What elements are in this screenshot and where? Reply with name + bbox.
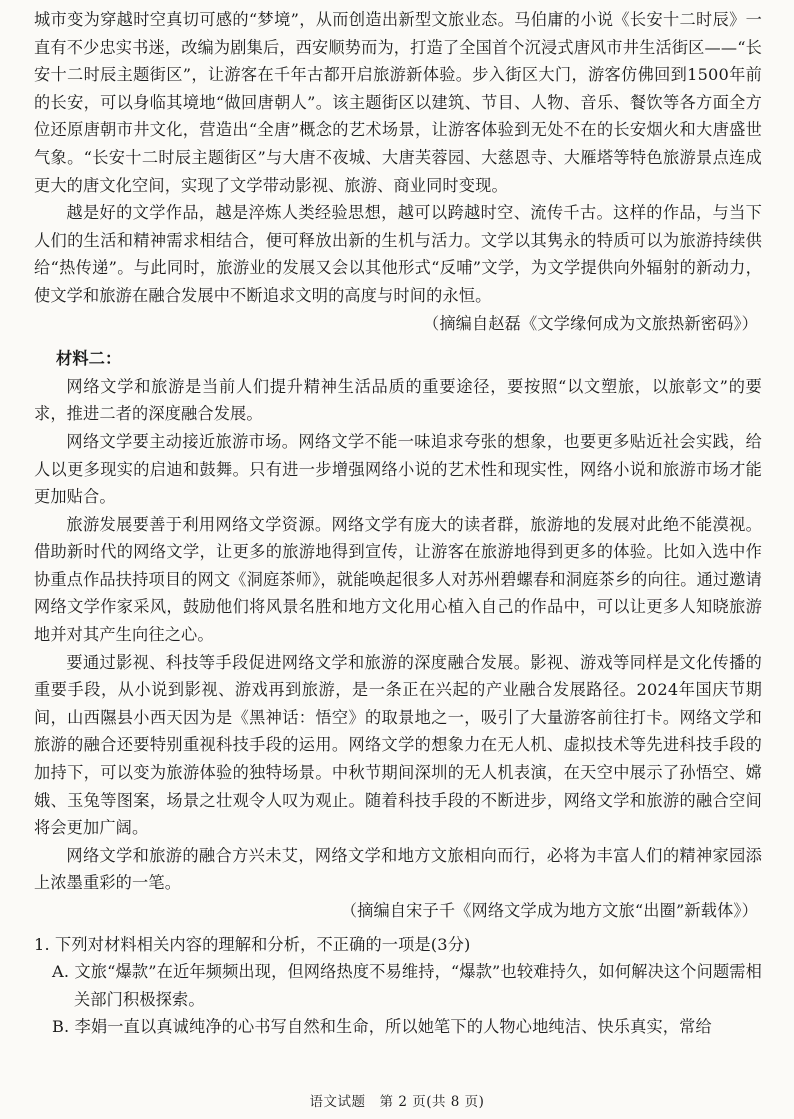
material2-source: （摘编自宋子千《网络文学成为地方文旅“出圈”新载体》） (340, 901, 758, 920)
question-1-stem: 1. 下列对材料相关内容的理解和分析，不正确的一项是(3分) (34, 934, 471, 954)
material1-paragraph-2: 越是好的文学作品，越是淬炼人类经验思想，越可以跨越时空、流传千古。这样的作品，与当下人们的生活和精神需求相结合，便可释放出新的生机与活力。文学以其隽永的特质可以为旅游持续供给“热传递”。与此同时，旅游业的发展又会以其他形式“反哺”文学，为文学提供向外辐射的新动力，使文学和旅游在融合发展中不断追求文明的高度与时间的永恒。 (34, 203, 762, 305)
material-two-section (34, 345, 762, 924)
page-content (34, 6, 762, 1041)
material2-paragraph-1: 网络文学和旅游是当前人们提升精神生活品质的重要途径，要按照“以文塑旅，以旅彰文”的要求，推进二者的深度融合发展。 (34, 376, 762, 424)
material1-paragraph-1: 城市变为穿越时空真切可感的“梦境”，从而创造出新型文旅业态。马伯庸的小说《长安十二时辰》一直有不少忠实书迷，改编为剧集后，西安顺势而为，打造了全国首个沉浸式唐风市井生活街区——“长安十二时辰主题街区”，让游客在千年古都开启旅游新体验。步入街区大门，游客仿佛回到1500年前的长安，可以身临其境地“做回唐朝人”。该主题街区以建筑、节目、人物、音乐、餐饮等各方面全方位还原唐朝市井文化，营造出“全唐”概念的艺术场景，让游客体验到无处不在的长安烟火和大唐盛世气象。“长安十二时辰主题街区”与大唐不夜城、大唐芙蓉园、大慈恩寺、大雁塔等特色旅游景点连成更大的唐文化空间，实现了文学带动影视、旅游、商业同时变现。 (34, 10, 762, 195)
material1-source: （摘编自赵磊《文学缘何成为文旅热新密码》） (423, 313, 758, 333)
material-one-section (34, 6, 762, 337)
page-footer: 语文试题 第 2 页(共 8 页) (309, 1094, 485, 1110)
material2-heading: 材料二： (56, 349, 122, 369)
question-1-option-a: A. 文旅“爆款”在近年频频出现，但网络热度不易维持，“爆款”也较难持久，如何解决这个问题需相关部门积极探索。 (52, 962, 762, 1009)
material2-paragraph-5: 网络文学和旅游的融合方兴未艾，网络文学和地方文旅相向而行，必将为丰富人们的精神家园添上浓墨重彩的一笔。 (34, 845, 762, 893)
question-1-option-b: B. 李娟一直以真诚纯净的心书写自然和生命，所以她笔下的人物心地纯洁、快乐真实，常给 (52, 1017, 712, 1037)
material2-paragraph-4: 要通过影视、科技等手段促进网络文学和旅游的深度融合发展。影视、游戏等同样是文化传播的重要手段，从小说到影视、游戏再到旅游，是一条正在兴起的产业融合发展路径。2024年国庆节期间，山西隰县小西天因为是《黑神话：悟空》的取景地之一，吸引了大量游客前往打卡。网络文学和旅游的融合还要特别重视科技手段的运用。网络文学的想象力在无人机、虚拟技术等先进科技手段的加持下，可以变为旅游体验的独特场景。中秋节期间深圳的无人机表演，在天空中展示了孙悟空、嫦娥、玉兔等图案，场景之壮观令人叹为观止。随着科技手段的不断进步，网络文学和旅游的融合空间将会更加广阔。 (34, 652, 762, 838)
material2-paragraph-2: 网络文学要主动接近旅游市场。网络文学不能一味追求夸张的想象，也要更多贴近社会实践，给人以更多现实的启迪和鼓舞。只有进一步增强网络小说的艺术性和现实性，网络小说和旅游市场才能更加贴合。 (34, 431, 762, 507)
question-1 (34, 931, 762, 1041)
material2-paragraph-3: 旅游发展要善于利用网络文学资源。网络文学有庞大的读者群，旅游地的发展对此绝不能漠视。借助新时代的网络文学，让更多的旅游地得到宣传，让游客在旅游地得到更多的体验。比如入选中作协重点作品扶持项目的网文《洞庭茶师》，就能唤起很多人对苏州碧螺春和洞庭茶乡的向往。通过邀请网络文学作家采风，鼓励他们将风景名胜和地方文化用心植入自己的作品中，可以让更多人知晓旅游地并对其产生向往之心。 (34, 514, 762, 645)
